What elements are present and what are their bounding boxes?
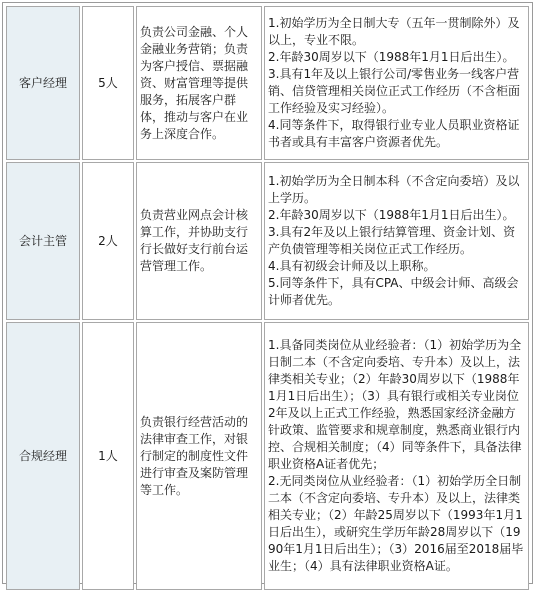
headcount: 2人 bbox=[82, 162, 134, 320]
position-title: 合规经理 bbox=[6, 322, 80, 590]
job-requirements bbox=[264, 322, 529, 590]
job-duty: 负责营业网点会计核算工作，并协助支行行长做好支行前台运营管理工作。 bbox=[136, 162, 262, 320]
job-requirements bbox=[264, 6, 529, 160]
requirement-item: 2.年龄30周岁以下（1988年1月1日后出生）。 bbox=[268, 208, 515, 222]
headcount: 5人 bbox=[82, 6, 134, 160]
requirement-item: 1.初始学历为全日制本科（不含定向委培）及以上学历。 bbox=[268, 174, 520, 205]
requirement-item: 4.同等条件下，取得银行业专业人员职业资格证书者或具有丰富客户资源者优先。 bbox=[268, 118, 520, 149]
requirement-item: 1.初始学历为全日制大专（五年一贯制除外）及以上，专业不限。 bbox=[268, 16, 520, 47]
requirement-item: 5.同等条件下，具有CPA、中级会计师、高级会计师者优先。 bbox=[268, 276, 519, 307]
job-duty: 负责银行经营活动的法律审查工作，对银行制定的制度性文件进行审查及案防管理等工作。 bbox=[136, 322, 262, 590]
job-positions-table bbox=[4, 4, 531, 592]
requirement-item: 3.具有2年及以上银行结算管理、资金计划、资产负债管理等相关岗位正式工作经历。 bbox=[268, 225, 516, 256]
position-title: 会计主管 bbox=[6, 162, 80, 320]
requirement-item: 2.无同类岗位从业经验者：（1）初始学历全日制二本（不含定向委培、专升本）及以上，法律类相关专业；（2）年龄25周岁以下（1993年1月1日后出生），或研究生学历年龄28周岁以下（1990年1月1日后出生）；（3）2016届至2018届毕业生；（4）具有法律职业资格A证。 bbox=[268, 474, 524, 573]
table-row bbox=[6, 6, 529, 160]
position-title: 客户经理 bbox=[6, 6, 80, 160]
table-row bbox=[6, 322, 529, 590]
requirement-item: 3.具有1年及以上银行公司/零售业务一线客户营销、信贷管理相关岗位正式工作经历（不含柜面工作经验及实习经验）。 bbox=[268, 67, 521, 115]
job-duty: 负责公司金融、个人金融业务营销；负责为客户授信、票据融资、财富管理等提供服务，拓展客户群体，推动与客户在业务上深度合作。 bbox=[136, 6, 262, 160]
requirement-item: 1.具备同类岗位从业经验者：（1）初始学历为全日制二本（不含定向委培、专升本）及以上，法律类相关专业；（2）年龄30周岁以下（1988年1月1日后出生）；（3）具有银行或相关专业岗位2年及以上正式工作经验，熟悉国家经济金融方针政策、监管要求和规章制度，熟悉商业银行内控、合规相关制度；（4）同等条件下，具备法律职业资格A证者优先； bbox=[268, 338, 522, 471]
requirement-item: 2.年龄30周岁以下（1988年1月1日后出生）。 bbox=[268, 50, 515, 64]
requirement-item: 4.具有初级会计师及以上职称。 bbox=[268, 259, 436, 273]
table-row bbox=[6, 162, 529, 320]
headcount: 1人 bbox=[82, 322, 134, 590]
job-requirements bbox=[264, 162, 529, 320]
